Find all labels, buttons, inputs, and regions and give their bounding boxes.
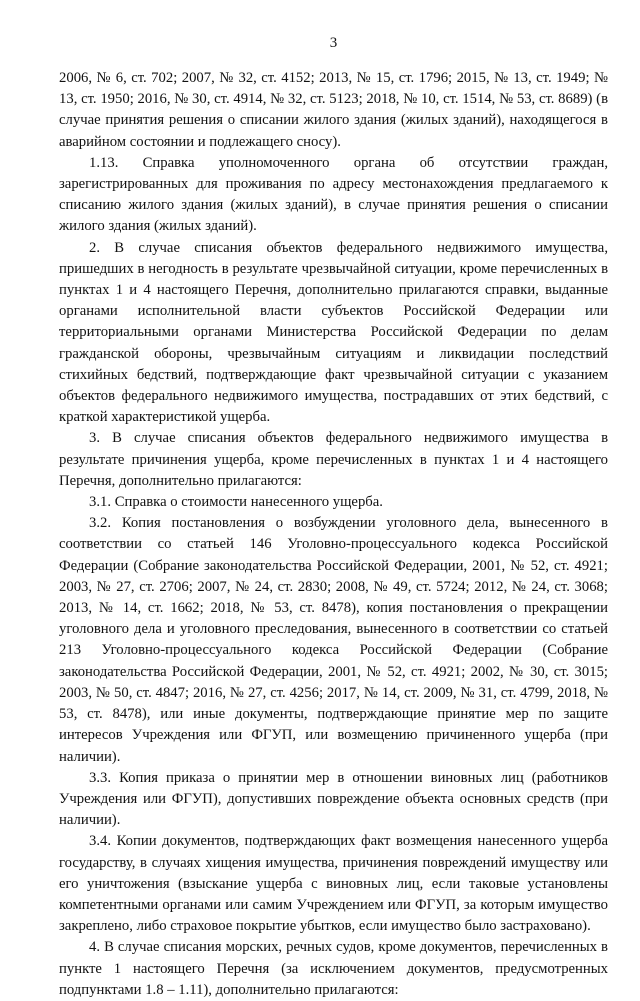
paragraph-3-2: 3.2. Копия постановления о возбуждении уголовного дела, вынесенного в соответствии со статьей 146 Уголовно-процессуального кодекса Российской Федерации (Собрание законодательства Российской Федерации, 2001, № 52, ст. 4921; 2003, № 27, ст. 2706; 2007, № 24, ст. 2830; 2008, № 49, ст. 5724; 2012, № 24, ст. 3068; 2013, № 14, ст. 1662; 2018, № 53, ст. 8478), копия постановления о прекращении уголовного дела и уголовного преследования, вынесенного в соответствии со статьей 213 Уголовно-процессуального кодекса Российской Федерации (Собрание законодательства Российской Федерации, 2001, № 52, ст. 4921; 2002, № 30, ст. 3015; 2003, № 50, ст. 4847; 2016, № 27, ст. 4256; 2017, № 14, ст. 2009, № 31, ст. 4799, 2018, № 53, ст. 8478), или иные документы, подтверждающие принятие мер по защите интересов Учреждения или ФГУП, или возмещению причиненного ущерба (при наличии). xyxy=(59,515,608,765)
paragraph-3: 3. В случае списания объектов федерального недвижимого имущества в результате причинения ущерба, кроме перечисленных в пунктах 1 и 4 настоящего Перечня, дополнительно прилагаются: xyxy=(59,430,608,489)
paragraph-3-3: 3.3. Копия приказа о принятии мер в отношении виновных лиц (работников Учреждения или ФГУП), допустивших повреждение объекта основных средств (при наличии). xyxy=(59,769,608,829)
paragraph-3-4: 3.4. Копии документов, подтверждающих факт возмещения нанесенного ущерба государству, в случаях хищения имущества, причинения повреждений имуществу или его уничтожения (взыскание ущерба с виновных лиц, если таковые установлены компетентными органами или самим Учреждением или ФГУП, за которым имущество закреплено, либо страховое покрытие убытков, если имущество было застраховано). xyxy=(59,833,608,935)
page-number: 3 xyxy=(329,35,338,51)
document-body xyxy=(59,68,608,1001)
paragraph-3-1: 3.1. Справка о стоимости нанесенного ущерба. xyxy=(89,494,383,511)
paragraph-4: 4. В случае списания морских, речных судов, кроме документов, перечисленных в пункте 1 настоящего Перечня (за исключением документов, предусмотренных подпунктами 1.8 – 1.11), дополнительно прилагаются: xyxy=(59,939,608,998)
paragraph-1-13: 1.13. Справка уполномоченного органа об отсутствии граждан, зарегистрированных для проживания по адресу местонахождения предлагаемого к списанию жилого здания (жилых зданий), в случае принятия решения о списании жилого здания (жилых зданий). xyxy=(59,154,608,235)
paragraph-2: 2. В случае списания объектов федерального недвижимого имущества, пришедших в негодность в результате чрезвычайной ситуации, кроме перечисленных в пунктах 1 и 4 настоящего Перечня, дополнительно прилагаются справки, выданные органами исполнительной власти субъектов Российской Федерации или территориальными органами Министерства Российской Федерации по делам гражданской обороны, чрезвычайным ситуациям и ликвидации последствий стихийных бедствий, подтверждающие факт чрезвычайной ситуации с указанием объектов федерального недвижимого имущества, пострадавших от этих бедствий, с краткой характеристикой ущерба. xyxy=(59,239,608,426)
paragraph-continuation: 2006, № 6, ст. 702; 2007, № 32, ст. 4152; 2013, № 15, ст. 1796; 2015, № 13, ст. 1949; № 13, ст. 1950; 2016, № 30, ст. 4914, № 32, ст. 5123; 2018, № 10, ст. 1514, № 53, ст. 8689) (в случае принятия решения о списании жилого здания (жилых зданий), находящегося в аварийном состоянии и подлежащего сносу). xyxy=(59,70,608,150)
